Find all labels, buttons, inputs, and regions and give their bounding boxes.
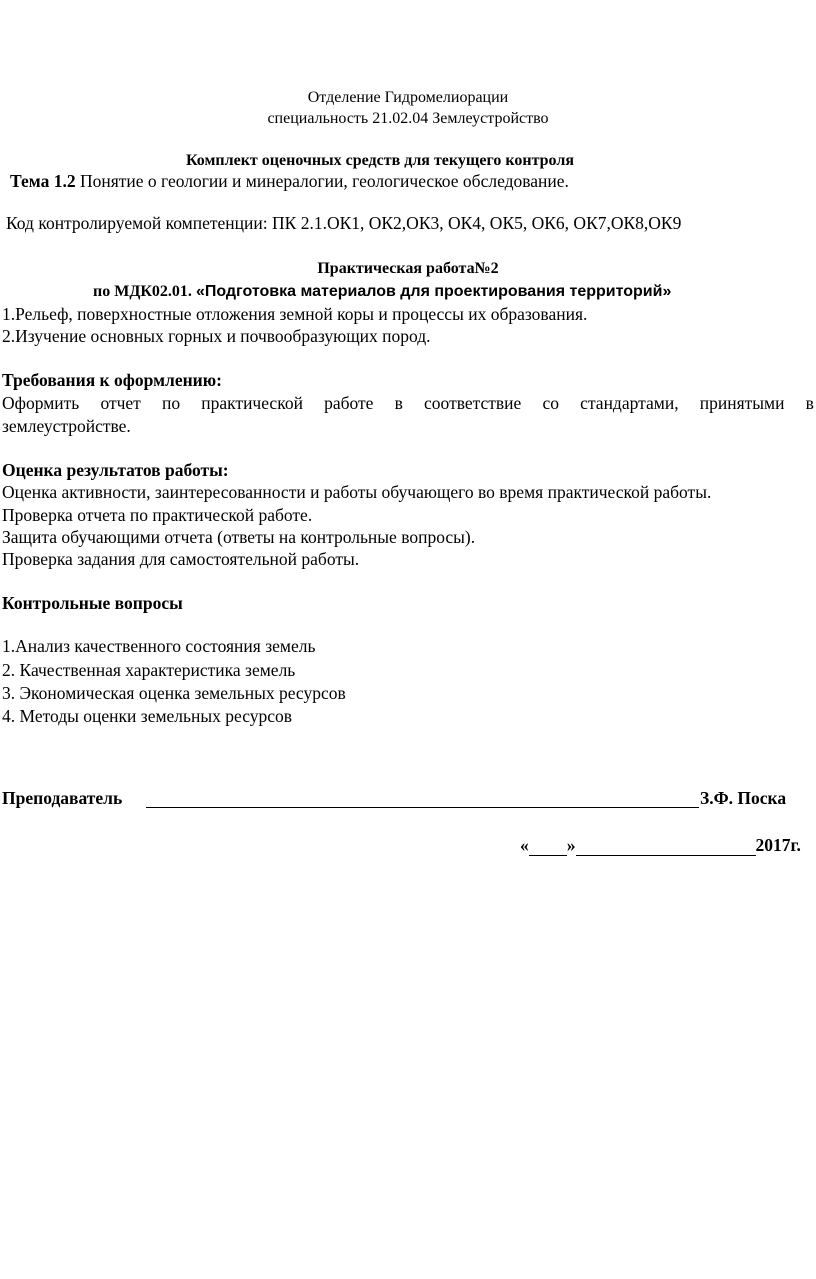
teacher-name: З.Ф. Поска (700, 788, 787, 808)
evaluation-item: Проверка отчета по практической работе. (2, 505, 313, 525)
evaluation-item: Защита обучающими отчета (ответы на контрольные вопросы). (2, 527, 476, 547)
competence-code: Код контролируемой компетенции: ПК 2.1.ОК1, ОК2,ОК3, ОК4, ОК5, ОК6, ОК7,ОК8,ОК9 (6, 213, 682, 233)
day-blank (529, 837, 567, 856)
requirements-word: в (805, 393, 814, 413)
evaluation-item: Проверка задания для самостоятельной работы. (2, 549, 360, 569)
question-item: 2. Качественная характеристика земель (2, 660, 296, 680)
date-line (520, 837, 801, 856)
signature-line (146, 807, 699, 808)
kit-title: Комплект оценочных средств для текущего контроля (186, 152, 574, 169)
date-close-quote: » (566, 835, 576, 855)
date-open-quote: « (520, 835, 529, 855)
requirements-line-2: землеустройстве. (2, 416, 131, 436)
mdk-title: «Подготовка материалов для проектирования территорий» (195, 283, 672, 300)
requirements-word: в (394, 393, 403, 413)
month-blank (576, 837, 756, 856)
requirements-word: со (542, 393, 560, 413)
questions-heading: Контрольные вопросы (2, 593, 183, 613)
practical-item: 1.Рельеф, поверхностные отложения земной коры и процессы их образования. (2, 304, 588, 324)
question-item: 4. Методы оценки земельных ресурсов (2, 706, 293, 726)
practical-title: Практическая работа№2 (317, 260, 499, 277)
requirements-word: соответствие (424, 393, 522, 413)
evaluation-item: Оценка активности, заинтересованности и работы обучающего во время практической работы. (2, 482, 712, 502)
requirements-heading: Требования к оформлению: (2, 370, 222, 390)
requirements-word: стандартами, (580, 393, 679, 413)
requirements-word: отчет (100, 393, 141, 413)
requirements-word: работе (324, 393, 374, 413)
evaluation-heading: Оценка результатов работы: (2, 460, 229, 480)
topic-text: Понятие о геологии и минералогии, геологическое обследование. (75, 171, 569, 191)
date-year: 2017г. (755, 835, 801, 855)
practical-item: 2.Изучение основных горных и почвообразующих пород. (2, 326, 431, 346)
requirements-word: по (161, 393, 181, 413)
department-name: Отделение Гидромелиорации (307, 89, 509, 106)
topic-label: Тема 1.2 (10, 171, 76, 191)
mdk-prefix: по МДК02.01. (93, 283, 196, 300)
requirements-word: Оформить (2, 393, 80, 413)
mdk-line (93, 284, 671, 300)
requirements-word: практической (201, 393, 303, 413)
question-item: 1.Анализ качественного состояния земель (2, 636, 316, 656)
requirements-word: принятыми (699, 393, 785, 413)
topic-line (10, 173, 569, 191)
teacher-label: Преподаватель (2, 788, 123, 808)
requirements-line (2, 395, 814, 413)
specialty: специальность 21.02.04 Землеустройство (267, 110, 549, 127)
question-item: 3. Экономическая оценка земельных ресурсов (2, 683, 346, 703)
